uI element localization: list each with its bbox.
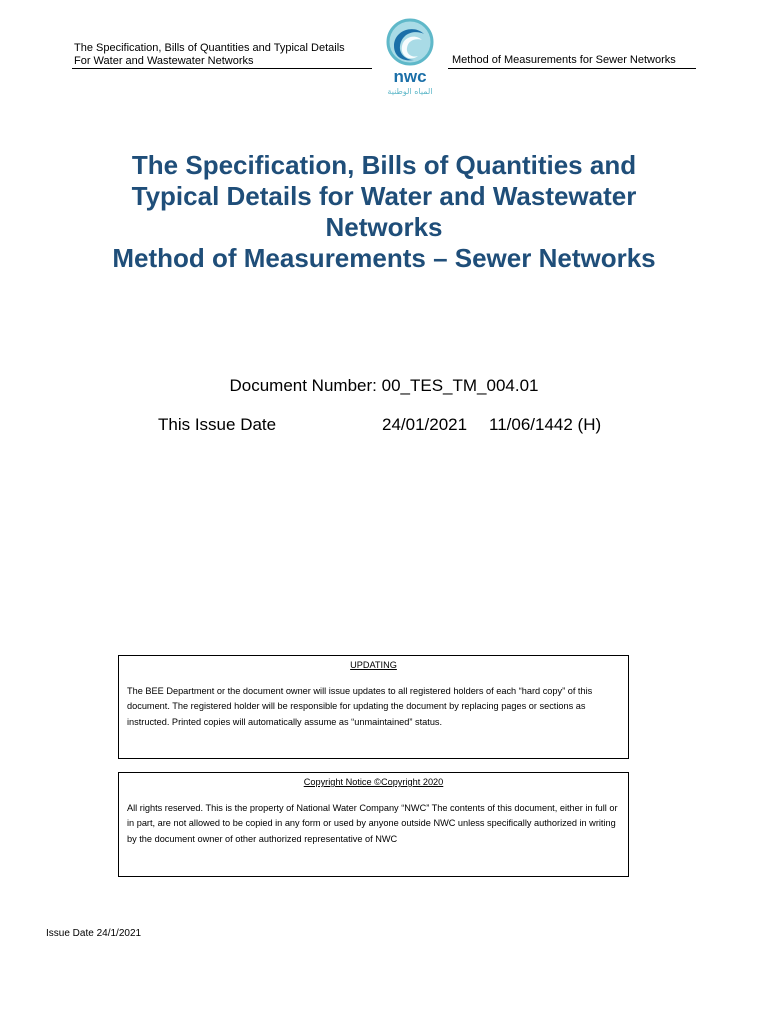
document-number — [0, 376, 768, 396]
updating-body: The BEE Department or the document owner will issue updates to all registered holders of each “hard copy” of this document. The registered holder will be responsible for updating the document by replacing pages or sections as instructed. Printed copies will automatically assume as “unmaintained” status. — [127, 685, 593, 727]
issue-date-hijri: 11/06/1442 (H) — [489, 415, 602, 434]
header-right-text: Method of Measurements for Sewer Networks — [452, 54, 676, 66]
issue-date-label: This Issue Date — [158, 415, 277, 434]
updating-notice-box — [118, 655, 629, 759]
footer-issue-date: Issue Date 24/1/2021 — [46, 928, 142, 939]
copyright-title: Copyright Notice ©Copyright 2020 — [303, 777, 444, 787]
nwc-logo-icon — [380, 16, 440, 98]
header-left-line2: For Water and Wastewater Networks — [74, 55, 254, 67]
header-rule-right — [448, 68, 696, 69]
updating-title: UPDATING — [350, 660, 397, 670]
copyright-notice-box — [118, 772, 629, 877]
header-left-line1: The Specification, Bills of Quantities and Typical Details — [74, 42, 345, 54]
document-number-label: Document Number: — [229, 376, 377, 395]
issue-date-gregorian: 24/01/2021 — [382, 415, 468, 434]
document-title — [40, 150, 728, 274]
document-number-value: 00_TES_TM_004.01 — [381, 376, 539, 395]
title-line2: Typical Details for Water and Wastewater — [131, 181, 637, 211]
title-line3: Networks — [325, 212, 443, 242]
copyright-body: All rights reserved. This is the property of National Water Company “NWC” The contents of this document, either in full or in part, are not allowed to be copied in any form or used by anyone outside NWC unless specifically authorized in writing by the document owner of other authorized representative of NWC — [127, 802, 618, 844]
logo-wordmark: nwc — [393, 67, 427, 86]
header-left-text — [74, 42, 374, 68]
header-rule-left — [72, 68, 372, 69]
title-line1: The Specification, Bills of Quantities and — [131, 150, 637, 180]
nwc-logo — [380, 16, 440, 98]
title-line4: Method of Measurements – Sewer Networks — [112, 243, 656, 273]
logo-arabic-text: المياه الوطنية — [387, 87, 433, 96]
